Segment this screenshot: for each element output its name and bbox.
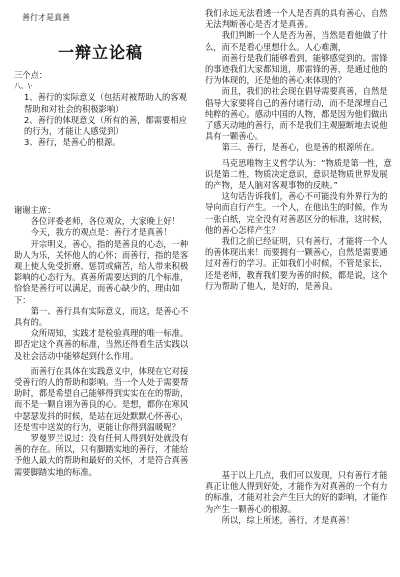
right-paragraph-8: 我们之前已经证明，只有善行，才能将一个人的善体现出来！而要拥有一颗善心，自然是需要通过对善行的学习。正如我们小时候，不管是家长，还是老师，教育我们要为善的时候，都是说，这个行为帮助了他人，是好的，是善良。 xyxy=(205,236,388,291)
greeting: 谢谢主席： xyxy=(14,205,56,215)
right-paragraph-2: 我们判断一个人是否为善，当然是看他做了什么，而不是看心里想什么。人心难测， xyxy=(205,30,388,52)
point-item-2: 2、善行的体现意义（所有的善，都需要相应的行为，才能让人感觉到） xyxy=(24,114,187,137)
right-paragraph-7: 这句话告诉我们，善心不可能没有外界行为的导向而自行产生。一个人，在他出生的时候，作为一张白纸，完全没有对善恶区分的标准，这时候，他的善心怎样产生？ xyxy=(205,191,388,235)
greeting-line-2: 今天，我方的观点是：善行才是真善！ xyxy=(30,227,172,238)
right-paragraph-5: 第三、善行，是善心，也是善的根源所在。 xyxy=(221,142,380,153)
points-mark: 八、\· xyxy=(14,82,33,91)
right-paragraph-4: 而且，我们的社会现在倡导需要真善，自然是倡导大家要将自己的善付诸行动，而不是深埋自己纯粹的善心。感动中国的人物，都是因为他们做出了感天动地的善行，而不是我们主观臆断地去说他具有一颗善心。 xyxy=(205,86,388,142)
paragraph-4: 而善行在具体在实践意义中，体现在它对接受善行的人的帮助和影响。当一个人处于需要帮助时，都是希望自己能够得到实实在在的帮助，而不是一颗自诩为善良的心。是想，都你在寒风中瑟瑟发抖的时候，是站在远处默默心怀善心，还是雪中送炭的行为，更能让你得到温暖呢？ xyxy=(14,365,189,432)
conclusion-block xyxy=(205,470,393,526)
conclusion-paragraph: 基于以上几点，我们可以发现，只有善行才能真正让他人得到好处，才能作为对真善的一个有力的标准，才能对社会产生巨大的好的影响，才能作为产生一颗善心的根源。 xyxy=(205,470,388,514)
point-number: 3 xyxy=(24,137,30,148)
speech-section xyxy=(14,205,195,478)
point-number: 2 xyxy=(24,114,30,125)
point-item-3: 3、善行，是善心的根源。 xyxy=(24,137,121,148)
page-title: 一辩立论稿 xyxy=(58,43,144,62)
header-tag: 善行才是真善 xyxy=(22,13,70,22)
right-paragraph-6: 马克思唯物主义哲学认为：“物质是第一性，意识是第二性，物质决定意识，意识是物质世界发展的产物，是人脑对客观事物的反映。” xyxy=(205,157,392,191)
paragraph-2: 第一、善行具有实际意义，而这，是善心不具有的。 xyxy=(14,305,189,328)
point-number: 1 xyxy=(24,92,30,103)
points-heading: 三个点： xyxy=(14,70,48,80)
final-statement: 所以，综上所述，善行，才是真善！ xyxy=(221,514,355,525)
points-section xyxy=(14,70,195,148)
greeting-line-1: 各位评委老师，各位观众，大家晚上好！ xyxy=(30,216,180,227)
paragraph-3: 众所周知，实践才是检验真理的唯一标准。即否定这个真善的标准，当然还得看生活实践以及社会活动中能够起到什么作用。 xyxy=(14,328,189,361)
paragraph-1: 开宗明义，善心，指的是善良的心态，一种助人为乐，关怀他人的心怀；而善行，指的是客观上使人免受折磨、惩罚或痛苦，给人带来积极影响的心态行为。真善所需要达到的几个标准，恰恰是善行可以满足，而善心缺少的，理由如下： xyxy=(14,238,189,305)
paragraph-5: 罗曼罗兰说过：没有任何人得到好处就没有善的存在。所以，只有脚踏实地的善行，才能给予他人最大的帮助和最好的关怀，才是符合真善需要脚踏实地的标准。 xyxy=(14,433,189,477)
right-paragraph-1: 我们永远无法看透一个人是否真的具有善心，自然无法判断善心是否才是真善。 xyxy=(205,8,388,30)
right-text-block xyxy=(205,8,393,292)
right-paragraph-3: 而善行是我们能够看到，能够感觉到的。雷锋的事迹我们大家都知道，那雷锋的善，是通过他的行为体现的，还是他的善心来体现的？ xyxy=(205,52,388,86)
point-item-1: 1、善行的实际意义（包括对被帮助人的客观帮助和对社会的积极影响） xyxy=(24,92,187,114)
